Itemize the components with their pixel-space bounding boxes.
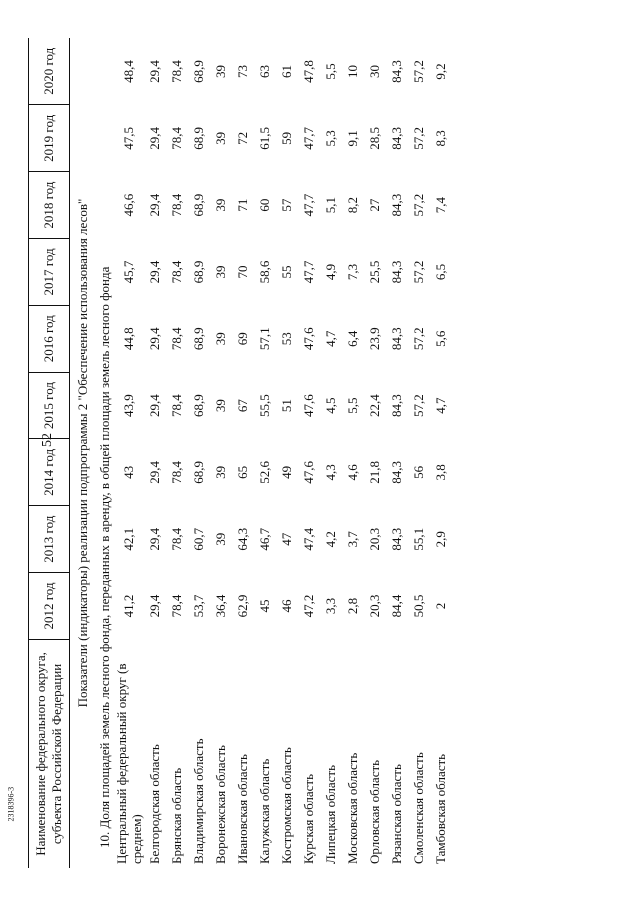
table-row (166, 38, 188, 868)
value-cell: 39 (213, 332, 228, 346)
header-year: 2016 год (29, 305, 70, 372)
value-cell: 47,7 (301, 126, 316, 150)
value-cell: 45 (257, 599, 272, 613)
value-cell: 5,3 (323, 130, 338, 147)
region-name: Калужская область (257, 758, 272, 864)
value-cell: 29,4 (147, 60, 162, 83)
value-cell: 47,7 (301, 193, 316, 217)
value-cell: 20,3 (367, 594, 382, 618)
value-cell: 72 (235, 131, 250, 145)
value-cell: 61 (279, 64, 294, 78)
value-cell: 4,2 (323, 531, 338, 548)
value-cell: 29,4 (147, 461, 162, 484)
value-cell: 2,8 (345, 597, 360, 615)
value-cell: 4,5 (323, 397, 338, 414)
value-cell: 41,2 (121, 594, 136, 618)
value-cell: 78,4 (169, 594, 184, 618)
value-cell: 56 (411, 465, 426, 479)
indicator-title-row (96, 38, 114, 868)
value-cell: 30 (367, 64, 382, 78)
value-cell: 39 (213, 399, 228, 413)
value-cell: 78,4 (169, 461, 184, 484)
value-cell: 29,4 (147, 260, 162, 284)
region-name: Владимирская область (191, 738, 206, 864)
value-cell: 5,5 (345, 397, 360, 414)
value-cell: 46,6 (121, 193, 136, 217)
value-cell: 53,7 (191, 594, 206, 618)
value-cell: 78,4 (169, 260, 184, 284)
value-cell: 3,7 (345, 531, 360, 548)
value-cell: 68,9 (191, 260, 206, 284)
page-number: 52 (40, 433, 55, 447)
header-year: 2019 год (29, 105, 70, 172)
value-cell: 5,6 (433, 330, 448, 347)
value-cell: 78,4 (169, 193, 184, 217)
value-cell: 10 (345, 64, 360, 78)
value-cell: 36,4 (213, 594, 228, 618)
value-cell: 78,4 (169, 126, 184, 150)
region-name: Брянская область (169, 767, 184, 864)
value-cell: 43,9 (121, 394, 136, 417)
region-name: Рязанская область (389, 764, 404, 864)
indicator-title: 10. Доля площадей земель лесного фонда, переданных в аренду, в общей площади земель лесного фонда (97, 266, 112, 848)
table-row (298, 38, 320, 868)
table-body (70, 38, 453, 868)
region-name: Московская область (345, 752, 360, 864)
value-cell: 71 (235, 198, 250, 212)
value-cell: 63 (257, 64, 272, 78)
value-cell: 39 (213, 198, 228, 212)
value-cell: 67 (235, 399, 250, 413)
value-cell: 44,8 (121, 327, 136, 351)
header-year: 2012 год (29, 573, 70, 640)
value-cell: 29,4 (147, 126, 162, 150)
value-cell: 9,2 (433, 63, 448, 80)
value-cell: 3,3 (323, 597, 338, 615)
value-cell: 42,1 (121, 527, 136, 551)
region-name: Орловская область (367, 759, 382, 864)
value-cell: 45,7 (121, 260, 136, 284)
value-cell: 84,3 (389, 126, 404, 150)
value-cell: 39 (213, 465, 228, 479)
value-cell: 47,6 (301, 394, 316, 417)
value-cell: 6,5 (433, 263, 448, 281)
value-cell: 23,9 (367, 327, 382, 351)
value-cell: 57,1 (257, 327, 272, 351)
region-name: Смоленская область (411, 752, 426, 864)
value-cell: 39 (213, 532, 228, 546)
header-year: 2017 год (29, 239, 70, 306)
value-cell: 29,4 (147, 193, 162, 217)
indicator-table (28, 38, 452, 868)
value-cell: 47,2 (301, 594, 316, 618)
value-cell: 7,4 (433, 197, 448, 214)
value-cell: 78,4 (169, 527, 184, 551)
value-cell: 21,8 (367, 461, 382, 484)
value-cell: 4,3 (323, 464, 338, 481)
region-name: Костромская область (279, 747, 294, 864)
value-cell: 64,3 (235, 527, 250, 551)
value-cell: 5,1 (323, 197, 338, 214)
value-cell: 39 (213, 265, 228, 279)
value-cell: 4,9 (323, 263, 338, 281)
region-name: Воронежская область (213, 745, 228, 864)
value-cell: 47,7 (301, 260, 316, 284)
value-cell: 47,6 (301, 327, 316, 351)
value-cell: 84,3 (389, 461, 404, 484)
section-title: Показатели (индикаторы) реализации подпрограммы 2 "Обеспечение использования лесов" (75, 198, 90, 708)
table-row (232, 38, 254, 868)
value-cell: 4,6 (345, 464, 360, 481)
value-cell: 61,5 (257, 126, 272, 150)
value-cell: 8,3 (433, 130, 448, 147)
region-name: Центральный федеральный округ (в среднем) (114, 663, 144, 864)
table-row (342, 38, 364, 868)
section-title-row (70, 38, 97, 868)
table-row (210, 38, 232, 868)
value-cell: 9,1 (345, 130, 360, 147)
value-cell: 57,2 (411, 327, 426, 351)
document-stamp: 2318396-3 (6, 786, 16, 822)
value-cell: 68,9 (191, 394, 206, 417)
value-cell: 65 (235, 465, 250, 479)
value-cell: 60,7 (191, 527, 206, 551)
table-row (320, 38, 342, 868)
value-cell: 28,5 (367, 126, 382, 150)
value-cell: 46,7 (257, 527, 272, 551)
value-cell: 8,2 (345, 197, 360, 214)
rotated-table-page (28, 38, 634, 868)
header-year: 2013 год (29, 506, 70, 573)
value-cell: 6,4 (345, 330, 360, 347)
value-cell: 29,4 (147, 394, 162, 417)
table-row (430, 38, 452, 868)
table-row (364, 38, 386, 868)
value-cell: 62,9 (235, 594, 250, 618)
value-cell: 27 (367, 198, 382, 212)
value-cell: 53 (279, 332, 294, 346)
header-name-column: Наименование федерального округа, субъекта Российской Федерации (29, 639, 70, 868)
value-cell: 57,2 (411, 394, 426, 417)
region-name: Белгородская область (147, 744, 162, 864)
header-year: 2020 год (29, 38, 70, 105)
value-cell: 70 (235, 265, 250, 279)
region-name: Ивановская область (235, 754, 250, 864)
value-cell: 68,9 (191, 60, 206, 83)
value-cell: 20,3 (367, 527, 382, 551)
value-cell: 39 (213, 131, 228, 145)
value-cell: 47,4 (301, 527, 316, 551)
value-cell: 57,2 (411, 60, 426, 83)
value-cell: 68,9 (191, 126, 206, 150)
value-cell: 84,3 (389, 260, 404, 284)
value-cell: 58,6 (257, 260, 272, 284)
value-cell: 57 (279, 198, 294, 212)
value-cell: 69 (235, 332, 250, 346)
table-header (29, 38, 70, 868)
value-cell: 52,6 (257, 461, 272, 484)
value-cell: 55,5 (257, 394, 272, 417)
value-cell: 29,4 (147, 594, 162, 618)
value-cell: 68,9 (191, 193, 206, 217)
table-row (276, 38, 298, 868)
value-cell: 49 (279, 465, 294, 479)
value-cell: 47,6 (301, 461, 316, 484)
table-row (114, 38, 144, 868)
value-cell: 43 (121, 465, 136, 479)
value-cell: 78,4 (169, 60, 184, 83)
value-cell: 78,4 (169, 394, 184, 417)
header-year: 2014 год (29, 439, 70, 506)
value-cell: 84,3 (389, 60, 404, 83)
value-cell: 2,9 (433, 531, 448, 548)
value-cell: 84,3 (389, 193, 404, 217)
value-cell: 47,5 (121, 126, 136, 150)
value-cell: 4,7 (323, 330, 338, 347)
value-cell: 68,9 (191, 327, 206, 351)
value-cell: 47,8 (301, 60, 316, 83)
region-name: Тамбовская область (433, 753, 448, 864)
table-row (408, 38, 430, 868)
value-cell: 73 (235, 64, 250, 78)
value-cell: 68,9 (191, 461, 206, 484)
value-cell: 22,4 (367, 394, 382, 417)
value-cell: 5,5 (323, 63, 338, 80)
value-cell: 39 (213, 64, 228, 78)
value-cell: 29,4 (147, 527, 162, 551)
value-cell: 57,2 (411, 126, 426, 150)
header-row (29, 38, 70, 868)
value-cell: 57,2 (411, 260, 426, 284)
value-cell: 25,5 (367, 260, 382, 284)
table-row (144, 38, 166, 868)
value-cell: 55,1 (411, 527, 426, 551)
value-cell: 46 (279, 599, 294, 613)
value-cell: 84,3 (389, 327, 404, 351)
value-cell: 50,5 (411, 594, 426, 618)
value-cell: 55 (279, 265, 294, 279)
value-cell: 78,4 (169, 327, 184, 351)
value-cell: 51 (279, 399, 294, 413)
value-cell: 59 (279, 131, 294, 145)
value-cell: 4,7 (433, 397, 448, 414)
table-row (386, 38, 408, 868)
region-name: Липецкая область (323, 764, 338, 864)
value-cell: 84,4 (389, 594, 404, 618)
value-cell: 47 (279, 532, 294, 546)
header-year: 2015 год (29, 372, 70, 439)
value-cell: 84,3 (389, 394, 404, 417)
value-cell: 7,3 (345, 263, 360, 281)
table-row (188, 38, 210, 868)
table-row (254, 38, 276, 868)
value-cell: 2 (433, 602, 448, 610)
value-cell: 60 (257, 198, 272, 212)
region-name: Курская область (301, 773, 316, 864)
value-cell: 57,2 (411, 193, 426, 217)
value-cell: 84,3 (389, 527, 404, 551)
value-cell: 3,8 (433, 464, 448, 481)
value-cell: 48,4 (121, 60, 136, 83)
value-cell: 29,4 (147, 327, 162, 351)
header-year: 2018 год (29, 172, 70, 239)
